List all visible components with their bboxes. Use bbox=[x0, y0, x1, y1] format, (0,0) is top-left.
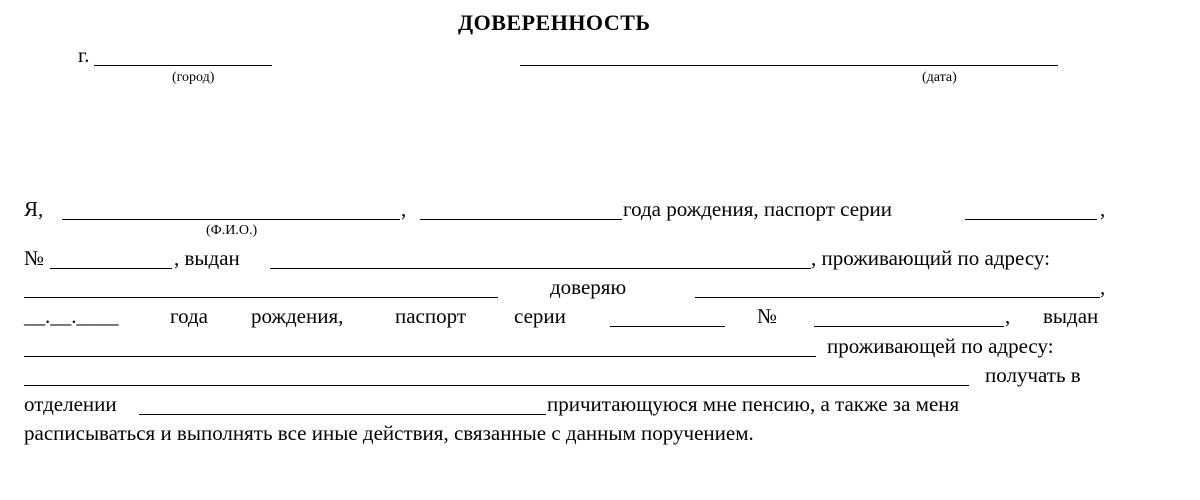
number-sign-2: № bbox=[757, 304, 778, 328]
birth-date-field-line bbox=[420, 219, 622, 220]
trustee-address-field-line bbox=[24, 385, 969, 386]
number-sign-1: № bbox=[24, 246, 45, 270]
city-prefix: г. bbox=[78, 43, 90, 67]
trustee-number-field-line bbox=[814, 326, 1004, 327]
document-title: ДОВЕРЕННОСТЬ bbox=[458, 10, 651, 35]
passport-number-field-line bbox=[50, 268, 172, 269]
passport-series-field-line bbox=[965, 219, 1097, 220]
address-field-line-1 bbox=[24, 297, 498, 298]
birth-passport-label: года рождения, паспорт серии bbox=[623, 197, 893, 221]
city-caption: (город) bbox=[172, 70, 215, 85]
department-field-line bbox=[139, 414, 546, 415]
trustee-issued-by-field-line bbox=[24, 356, 816, 357]
issued-word: выдан bbox=[1043, 304, 1099, 328]
pension-text: причитающуюся мне пенсию, а также за меня bbox=[547, 392, 960, 416]
issued-by-label: , выдан bbox=[174, 246, 240, 270]
issued-by-field-line bbox=[270, 268, 811, 269]
trust-label: доверяю bbox=[550, 275, 627, 299]
comma-3: , bbox=[1100, 275, 1106, 299]
comma-4: , bbox=[1005, 304, 1011, 328]
comma-2: , bbox=[1100, 197, 1106, 221]
date-field-line bbox=[520, 65, 1058, 66]
date-caption: (дата) bbox=[922, 70, 957, 85]
birth-word-2: рождения, bbox=[251, 304, 344, 328]
series-word: серии bbox=[514, 304, 566, 328]
final-line: расписываться и выполнять все иные действия, связанные с данным поручением. bbox=[24, 421, 754, 445]
city-field-line bbox=[94, 65, 272, 66]
trustee-series-field-line bbox=[610, 326, 725, 327]
fio-field-line bbox=[62, 219, 400, 220]
passport-word: паспорт bbox=[395, 304, 467, 328]
fio-caption: (Ф.И.О.) bbox=[206, 223, 258, 238]
comma-1: , bbox=[401, 197, 407, 221]
department-label: отделении bbox=[24, 392, 117, 416]
trustee-birth-date: __.__.____ bbox=[24, 304, 119, 328]
i-prefix: Я, bbox=[24, 197, 44, 221]
receive-in-label: получать в bbox=[985, 363, 1081, 387]
residing-female-label: проживающей по адресу: bbox=[827, 334, 1054, 358]
trustee-name-field-line bbox=[695, 297, 1100, 298]
birth-word: года bbox=[170, 304, 208, 328]
residing-label: , проживающий по адресу: bbox=[811, 246, 1050, 270]
